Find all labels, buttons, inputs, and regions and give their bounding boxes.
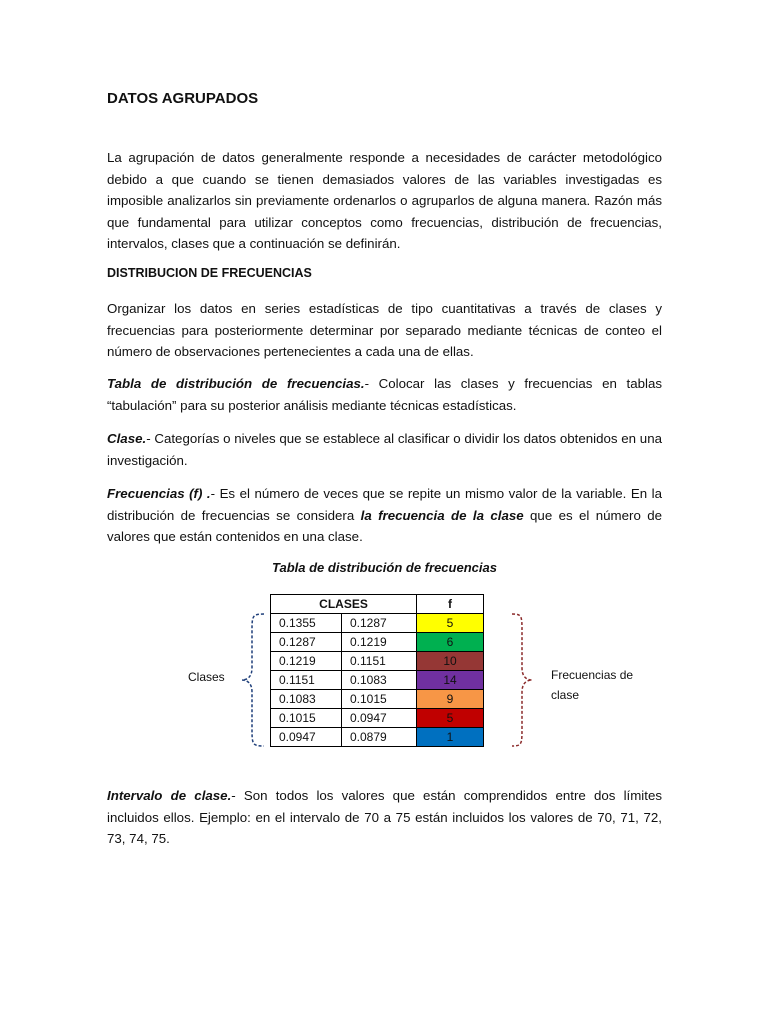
definition-term: Intervalo de clase. (107, 788, 232, 803)
class-lower-cell: 0.1015 (271, 709, 342, 728)
frequency-cell: 1 (417, 728, 484, 747)
class-upper-cell: 0.0879 (342, 728, 417, 747)
class-upper-cell: 0.1015 (342, 690, 417, 709)
class-upper-cell: 0.1219 (342, 633, 417, 652)
definition-emphasis: la frecuencia de la clase (360, 507, 524, 523)
label-frecuencias-line1: Frecuencias de (551, 668, 634, 682)
definition-text: - Colocar las clases y frecuencias en tablas “tabulación” para su posterior análisis mediante técnicas estadísticas. (107, 376, 662, 413)
label-frecuencias-line2: clase (551, 688, 580, 702)
frequency-cell: 5 (417, 614, 484, 633)
header-clases: CLASES (271, 595, 417, 614)
header-f: f (417, 595, 484, 614)
frequency-cell: 5 (417, 709, 484, 728)
class-upper-cell: 0.0947 (342, 709, 417, 728)
label-frecuencias (551, 665, 633, 705)
definition-term: Tabla de distribución de frecuencias. (107, 376, 365, 391)
table-row (271, 633, 484, 652)
definition-intervalo (107, 785, 662, 850)
label-clases: Clases (188, 670, 225, 684)
section-paragraph: Organizar los datos en series estadísticas de tipo cuantitativas a través de clases y frecuencias para posteriormente determinar por separado mediante técnicas de conteo el número de observaciones pertenecientes a cada una de ellas. (107, 301, 662, 359)
definition-clase (107, 428, 662, 471)
intro-paragraph: La agrupación de datos generalmente responde a necesidades de carácter metodológico debido a que cuando se tienen demasiados valores de las variables investigadas es imposible analizarlos sin previamente ordenarlos o agruparlos de alguna manera. Razón más que fundamental para utilizar conceptos como frecuencias, distribución de frecuencias, intervalos, clases que a continuación se definirán. (107, 150, 662, 251)
class-lower-cell: 0.1287 (271, 633, 342, 652)
definition-text: - Categorías o niveles que se establece al clasificar o dividir los datos obtenidos en una investigación. (107, 431, 662, 468)
table-row (271, 614, 484, 633)
class-upper-cell: 0.1083 (342, 671, 417, 690)
table-row (271, 728, 484, 747)
class-lower-cell: 0.1219 (271, 652, 342, 671)
table-caption: Tabla de distribución de frecuencias (272, 560, 497, 575)
frequency-cell: 10 (417, 652, 484, 671)
table-row (271, 709, 484, 728)
left-brace-icon (238, 612, 268, 748)
table-header-row (271, 595, 484, 614)
definition-text: que es el número de valores que están contenidos en una clase. (107, 507, 663, 544)
table-row (271, 690, 484, 709)
frequency-cell: 9 (417, 690, 484, 709)
definition-text: - Son todos los valores que están comprendidos entre dos límites incluidos ellos. Ejemplo: en el intervalo de 70 a 75 están incluidos los valores de 70, 71, 72, 73, 74, 75. (107, 788, 662, 846)
class-lower-cell: 0.1083 (271, 690, 342, 709)
definition-text: - Es el número de veces que se repite un mismo valor de la variable. En la distribución de frecuencias se considera (107, 486, 663, 523)
frequency-cell: 14 (417, 671, 484, 690)
class-upper-cell: 0.1151 (342, 652, 417, 671)
frequency-table (270, 594, 484, 747)
section-heading: DISTRIBUCION DE FRECUENCIAS (107, 266, 312, 280)
definition-term: Frecuencias (f) . (107, 486, 211, 501)
class-lower-cell: 0.0947 (271, 728, 342, 747)
table-row (271, 652, 484, 671)
definition-tabla (107, 373, 662, 416)
page-title: DATOS AGRUPADOS (107, 90, 259, 107)
class-lower-cell: 0.1151 (271, 671, 342, 690)
class-upper-cell: 0.1287 (342, 614, 417, 633)
frequency-cell: 6 (417, 633, 484, 652)
right-brace-icon (508, 612, 538, 748)
definition-term: Clase. (107, 431, 147, 446)
definition-frecuencias (107, 483, 662, 548)
table-row (271, 671, 484, 690)
class-lower-cell: 0.1355 (271, 614, 342, 633)
